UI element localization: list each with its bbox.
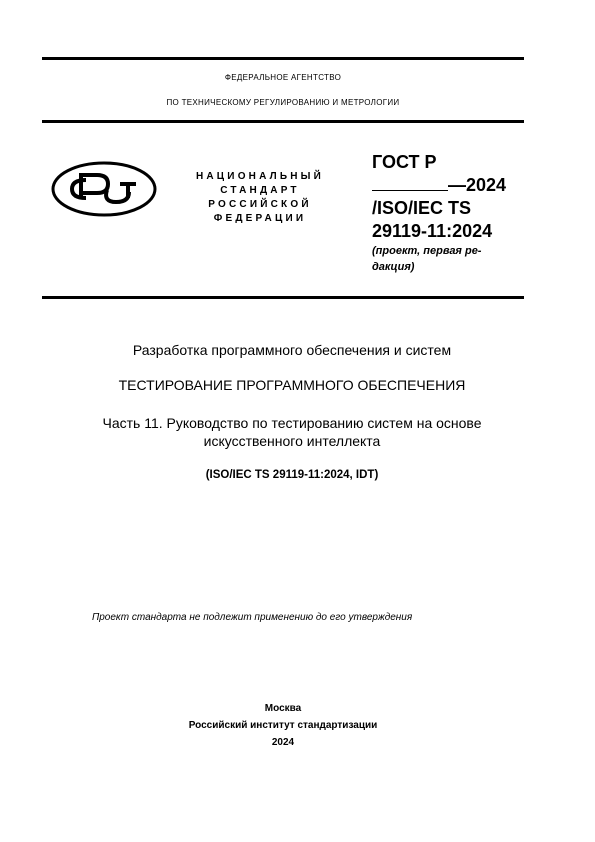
agency-line-1: ФЕДЕРАЛЬНОЕ АГЕНТСТВО <box>224 73 342 82</box>
draft-notice: Проект стандарта не подлежит применению до его утверждения <box>92 612 413 623</box>
title-part-line-2: искусственного интеллекта <box>203 433 381 449</box>
national-standard-line-4: ФЕДЕРАЦИИ <box>213 213 307 224</box>
footer-year: 2024 <box>271 737 295 748</box>
rst-emblem-icon <box>50 160 158 218</box>
header-bottom-rule <box>42 296 524 299</box>
designation-line-3: /ISO/IEC TS <box>372 198 472 218</box>
title-part-line-1: Часть 11. Руководство по тестированию систем на основе <box>102 415 482 431</box>
title-part <box>42 414 542 450</box>
designation-line-1: ГОСТ Р <box>372 152 437 172</box>
designation-line-4: 29119-11:2024 <box>372 221 493 241</box>
footer-city: Москва <box>264 703 302 714</box>
national-standard-line-2: СТАНДАРТ <box>220 185 300 196</box>
national-standard-label <box>180 170 340 226</box>
footer-publisher: Российский институт стандартизации <box>188 720 378 731</box>
title-line-2: ТЕСТИРОВАНИЕ ПРОГРАММНОГО ОБЕСПЕЧЕНИЯ <box>118 377 466 393</box>
agency-rule <box>42 120 524 123</box>
draft-note-line-2: дакция) <box>372 261 415 273</box>
national-standard-line-3: РОССИЙСКОЙ <box>208 199 312 210</box>
top-rule <box>42 57 524 60</box>
standard-designation <box>372 151 522 243</box>
agency-line-2: ПО ТЕХНИЧЕСКОМУ РЕГУЛИРОВАНИЮ И МЕТРОЛОГИИ <box>166 98 400 107</box>
draft-note <box>372 243 522 275</box>
designation-line-2 <box>372 174 522 197</box>
draft-note-line-1: (проект, первая ре- <box>372 245 482 257</box>
title-line-1: Разработка программного обеспечения и систем <box>132 342 452 358</box>
national-standard-line-1: НАЦИОНАЛЬНЫЙ <box>195 171 325 182</box>
number-blank <box>372 175 448 191</box>
title-identifier: (ISO/IEC TS 29119-11:2024, IDT) <box>205 469 379 481</box>
designation-year: —2024 <box>448 175 507 195</box>
